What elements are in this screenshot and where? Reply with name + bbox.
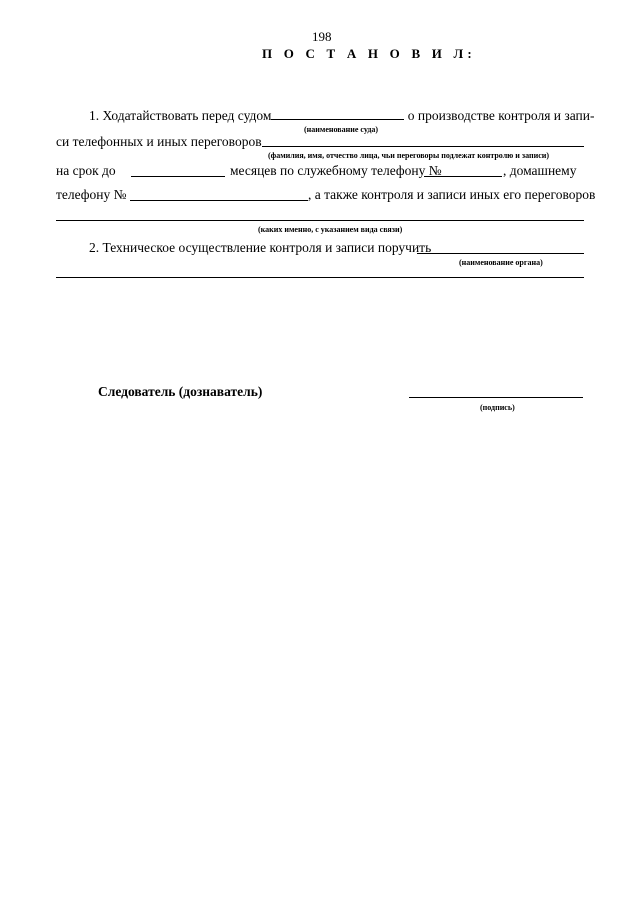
organ-name-continuation-field[interactable] xyxy=(56,277,584,278)
investigator-label: Следователь (дознаватель) xyxy=(98,384,263,399)
caption-which: (каких именно, с указанием вида связи) xyxy=(258,225,403,234)
item2-text: 2. Техническое осуществление контроля и записи поручить xyxy=(89,240,432,255)
item1-line1-prefix: 1. Ходатайствовать перед судом xyxy=(89,108,272,123)
other-communications-field[interactable] xyxy=(56,220,584,221)
caption-court: (наименование суда) xyxy=(304,125,379,134)
home-phone-field[interactable] xyxy=(130,200,308,201)
signature-field[interactable] xyxy=(409,397,583,398)
item1-line3-suffix: , домашнему xyxy=(503,163,577,178)
term-months-field[interactable] xyxy=(131,176,225,177)
item1-line3-prefix: на срок до xyxy=(56,163,116,178)
item1-line4-suffix: , а также контроля и записи иных его переговоров xyxy=(308,187,596,202)
page-number: 198 xyxy=(312,29,332,44)
organ-name-field[interactable] xyxy=(417,253,584,254)
court-name-field[interactable] xyxy=(271,107,404,120)
caption-signature: (подпись) xyxy=(480,403,515,412)
document-heading: П О С Т А Н О В И Л: xyxy=(262,46,476,61)
item1-line1 xyxy=(89,107,595,124)
person-name-field[interactable] xyxy=(262,146,584,147)
item1-line4-prefix: телефону № xyxy=(56,187,127,202)
item1-line2-prefix: си телефонных и иных переговоров xyxy=(56,134,262,149)
office-phone-field[interactable] xyxy=(424,176,502,177)
caption-org: (наименование органа) xyxy=(459,258,543,267)
caption-person: (фамилия, имя, отчество лица, чьи переговоры подлежат контролю и записи) xyxy=(268,151,550,160)
item1-line1-suffix: о производстве контроля и запи- xyxy=(407,108,595,123)
item1-line3-middle: месяцев по служебному телефону № xyxy=(230,163,442,178)
